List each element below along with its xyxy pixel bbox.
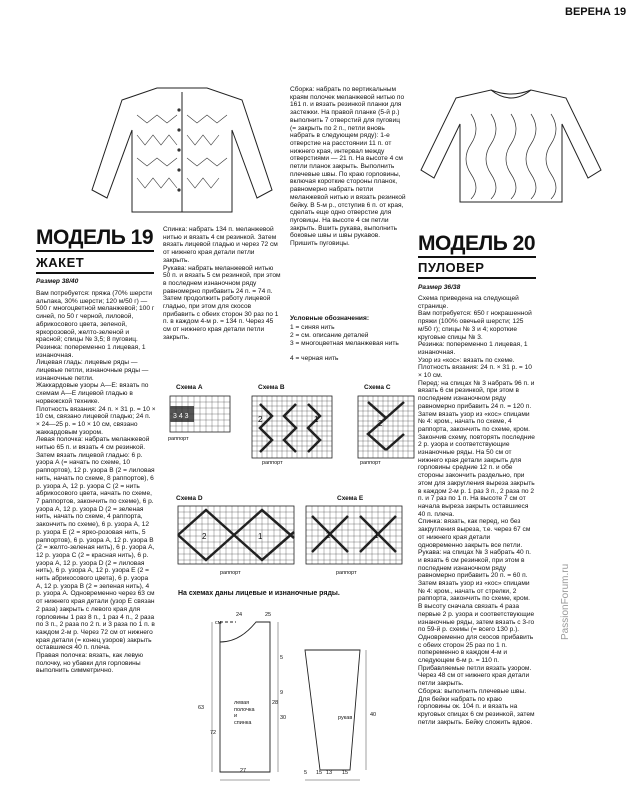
scheme-a-rapport: раппорт (168, 436, 189, 442)
scheme-c-grid (358, 396, 414, 462)
scheme-a-grid (170, 396, 230, 438)
dim-30: 30 (280, 715, 287, 721)
model20-title: МОДЕЛЬ 20 (418, 232, 536, 255)
scheme-e-grid (306, 506, 402, 568)
legend-item-3: 3 = многоцветная меланжевая нить (290, 340, 399, 347)
scheme-c-label: Схема С (364, 384, 391, 391)
model20-size: Размер 36/38 (418, 284, 461, 291)
dim-15: 15 (316, 770, 323, 776)
svg-text:1: 1 (314, 415, 319, 424)
magazine-header: ВЕРЕНА 19 (565, 6, 627, 18)
model19-instructions-col2: Спинка: набрать 134 п. меланжевой нитью и вязать 4 см резинкой. Затем вязать лицевой гладью и через 72 см от нижнего края детали петли закрыть. Рукава: набрать меланжевой нитью 50 п. и вязать 5 см резинкой, при этом в последнем изнаночном ряду равномерно прибавить 24 п. = 74 п. Затем продолжить работу лицевой гладью, при этом для скосов прибавить с обеих сторон 30 раз по 1 п. в каждом 4-м р. = 134 п. Через 45 см от нижнего края детали петли закрыть. (163, 226, 281, 341)
jacket-illustration (82, 80, 282, 220)
scheme-d-grid (178, 506, 294, 568)
dim-15b: 15 (342, 770, 349, 776)
svg-text:1: 1 (258, 532, 263, 541)
scheme-e-label: Схема Е (337, 495, 364, 502)
dim-40: 40 (370, 712, 377, 718)
legend-item-1: 1 = синяя нить (290, 324, 335, 331)
model20-instructions: Схема приведена на следующей странице. Вам потребуется: 650 г нокрашенной пряжи (100% овечьей шерсти; 125 м/50 г); спицы № 3 и 4; короткие круговые спицы № 3. Резинка: попеременно 1 лицевая, 1 изнаночная. Узор из «кос»: вязать по схеме. Плотность вязания: 24 п. × 31 р. = 10 × 10 см. Перед: на спицах № 3 набрать 96 п. и вязать 6 см резинкой, при этом в последнем изнаночном ряду равномерно прибавить 24 п. = 120 п. Затем вязать узор из «кос» спицами № 4: кром., начать по схеме, 4 раппорта, закончить по схеме, кром. Закончив схему, повторять последние 2 р. узора и соответствующие изнаночные ряды. На 50 см от нижнего края детали закрыть для горловины средние 12 п. и обе стороны закончить раздельно, при этом для закругления выреза закрыть в каждом 2-м р. 1 раз 3 п., 2 раза по 2 п. и 7 раз по 1 п. На высоте 7 см от начала выреза закрыть оставшиеся 40 п. плеча. Спинка: вязать, как перед, но без закругления выреза, т.е. через 67 см от нижнего края детали одновременно закрыть все петли. Рукава: на спицах № 3 набрать 40 п. и вязать 6 см резинкой, при этом в последнем изнаночном ряду равномерно прибавить 20 п. = 60 п. Затем вязать узор из «кос» спицами № 4: кром., начать от стрелки, 2 раппорта, закончить по схеме, кром. В высоту сначала связать 4 раза первые 2 р. узора и соответствующие изнаночные ряды, затем вязать с 3-го по 59-й р. схемы (= всего 130 р.). Одновременно для скосов прибавить с обеих сторон 25 раз по 1 п. попеременно в каждом 4-м и следующем 6-м р. = 110 п. Прибавляемые петли вязать узором. Через 48 см от нижнего края детали петли закрыть. Сборка: выполнить плечевые швы. Для бейки набрать по краю горловины ок. 104 п. и вязать на круговых спицах 6 см резинкой, затем петли закрыть. Бейку сложить вдвое. (418, 295, 535, 726)
scheme-d-rapport: раппорт (220, 570, 241, 576)
dim-25: 25 (265, 612, 272, 618)
dim-63: 63 (198, 705, 205, 711)
dim-72: 72 (210, 730, 217, 736)
dim-9: 9 (280, 690, 284, 696)
dim-5b: 5 (304, 770, 308, 776)
legend-item-2: 2 = см. описание деталей (290, 332, 369, 339)
dim-27: 27 (240, 768, 247, 774)
dim-24: 24 (236, 612, 243, 618)
legend-title: Условные обозначения: (290, 315, 370, 322)
front-back-pattern (190, 612, 300, 782)
model19-type: ЖАКЕТ (36, 255, 85, 270)
model19-instructions-col3: Сборка: набрать по вертикальным краям полочек меланжевой нитью по 161 п. и вязать резинкой планки для застежки. На правой планке (5-й р.) выполнить 7 отверстий для пуговиц (= закрыть по 2 п., петли вновь набрать в следующем ряду): 1-е отверстие на расстоянии 11 п. от нижнего края, интервал между отверстиями — 21 п. На высоте 4 см петли планок закрыть. Выполнить плечевые швы. По краю горловины, включая короткие стороны планок, равномерно набрать петли меланжевой нитью и вязать резинкой бейку. В 5-м р., отступив 6 п. от края, сделать еще одно отверстие для пуговицы. На высоте 4 см петли закрыть. Вшить рукава, выполнить боковые швы и швы рукавов. Пришить пуговицы. (290, 86, 406, 248)
scheme-d-label: Схема D (176, 495, 203, 502)
model19-instructions-col1: Вам потребуется: пряжа (70% шерсти альпака, 30% шерсти; 120 м/50 г) — 500 г многоцветной меланжевой; 100 г синей, по 50 г черной, лиловой, абрикосового цвета, зеленой, яркорозовой, желто-зеленой и красной; спицы № 3,5; 8 пуговиц. Резинка: попеременно 1 лицевая, 1 изнаночная. Лицевая гладь: лицевые ряды — лицевые петли, изнаночные ряды — изнаночные петли. Жаккардовые узоры А—Е: вязать по схемам А—Е лицевой гладью в норвежской технике. Плотность вязания: 24 п. × 31 р. = 10 × 10 см, связано лицевой гладью; 24 п. × 24—25 р. = 10 × 10 см, связано жаккардовым узором. Левая полочка: набрать меланжевой нитью 65 п. и вязать 4 см резинкой. Затем вязать лицевой гладью: 6 р. узора А (= начать по схеме, 10 раппортов), 12 р. узора В (2 = лиловая нить, начать по схеме, 8 раппортов), 6 р. узора А, 12 р. узора С (2 = нить абрикосового цвета, начать по схеме, 7 раппортов, закончить по схеме), 6 р. узора А, 12 р. узора D (2 = зеленая нить, начать по схеме, 4 раппорта, закончить по схеме), 6 р. узора А, 12 р. узора Е (2 = ярко-розовая нить, 5 раппортов), 6 р. узора А, 12 р. узора В (2 = желто-зеленая нить), 6 р. узора А, 12 р. узора С (2 = красная нить), 6 р. узора А, 12 р. узора D (2 = лиловая нить), 6 р. узора А, 12 р. узора Е (2 = нить абрикосового цвета), 6 р. узора А, 12 р. узора В (2 = зеленая нить), 4 р. узора А. Одновременно через 63 см от нижнего края детали (узор Е связан 2 раза) закрыть с левого края для горловины 1 раз 8 п., 1 раз 4 п., 2 раза по 3 п., 2 раза по 2 п. и 3 раза по 1 п. в каждом 2-м р. Через 72 см от нижнего края детали (= конец узоров) закрыть оставшиеся 40 п. плеча. Правая полочка: вязать, как левую полочку, но убавки для горловины выполнить симметрично. (36, 290, 156, 675)
pullover-illustration (416, 84, 606, 208)
svg-text:3 4 3: 3 4 3 (173, 413, 189, 420)
legend-item-4: 4 = черная нить (290, 355, 339, 362)
model19-title: МОДЕЛЬ 19 (36, 226, 154, 249)
sleeve-piece-label: рукав (338, 715, 353, 721)
model19-rule (36, 250, 154, 252)
scheme-b-label: Схема В (258, 384, 285, 391)
model20-rule (418, 256, 536, 258)
scheme-e-rapport: раппорт (336, 570, 357, 576)
model19-rule-2 (36, 272, 154, 274)
dim-5: 5 (280, 655, 284, 661)
svg-text:2: 2 (378, 419, 383, 428)
dim-28: 28 (272, 700, 279, 706)
dim-13: 13 (326, 770, 333, 776)
model20-rule-2 (418, 277, 536, 279)
sleeve-pattern (300, 640, 370, 790)
front-piece-label: левая полочка и спинка (234, 700, 255, 726)
scheme-c-rapport: раппорт (360, 460, 381, 466)
scheme-b-grid (252, 396, 332, 462)
model20-type: ПУЛОВЕР (418, 260, 485, 275)
scheme-b-rapport: раппорт (262, 460, 283, 466)
svg-text:1: 1 (374, 531, 379, 540)
svg-text:2: 2 (326, 531, 331, 540)
watermark: PassionForum.ru (560, 563, 571, 640)
svg-text:2: 2 (202, 532, 207, 541)
dim-unit-1: см (215, 620, 222, 626)
svg-text:2: 2 (258, 415, 263, 424)
model19-size: Размер 38/40 (36, 278, 79, 285)
schemes-caption: На схемах даны лицевые и изнаночные ряды. (178, 590, 340, 597)
scheme-a-label: Схема А (176, 384, 203, 391)
